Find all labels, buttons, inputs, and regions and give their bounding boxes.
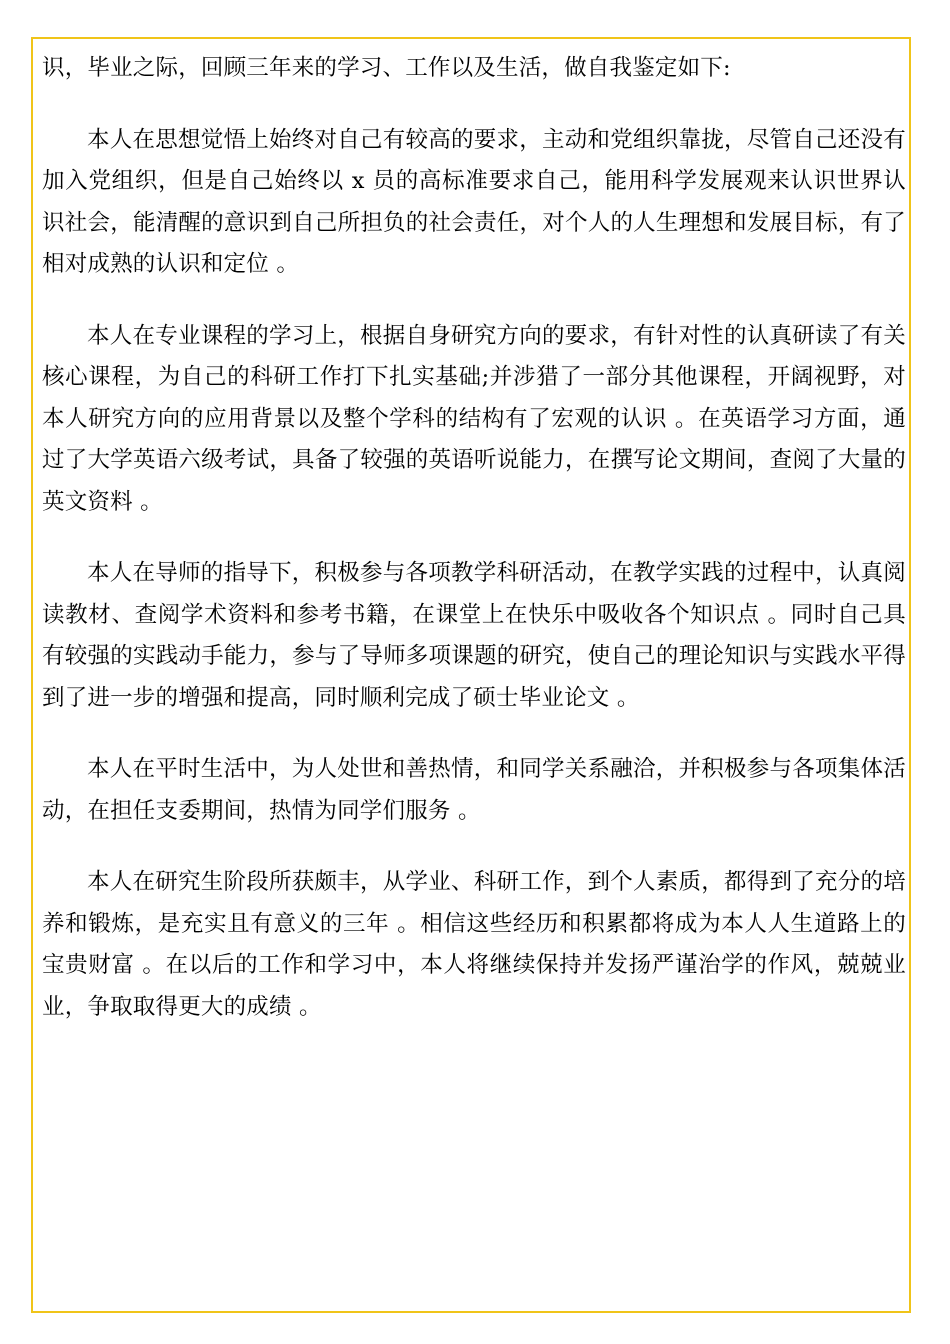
document-body [42, 48, 906, 1028]
paragraph-research: 本人在导师的指导下，积极参与各项教学科研活动，在教学实践的过程中，认真阅读教材、查阅学术资料和参考书籍，在课堂上在快乐中吸收各个知识点 。同时自己具有较强的实践动手能力，参与了导师多项课题的研究，使自己的理论知识与实践水平得到了进一步的增强和提高，同时顺利完成了硕士毕业论文 。 [42, 560, 906, 711]
paragraph-gap [42, 90, 906, 120]
paragraph-coursework: 本人在专业课程的学习上，根据自身研究方向的要求，有针对性的认真研读了有关核心课程，为自己的科研工作打下扎实基础;并涉猎了一部分其他课程，开阔视野，对本人研究方向的应用背景以及整个学科的结构有了宏观的认识 。在英语学习方面，通过了大学英语六级考试，具备了较强的英语听说能力，在撰写论文期间，查阅了大量的英文资料 。 [42, 322, 906, 515]
paragraph-gap [42, 523, 906, 553]
paragraph-intro-continuation: 识，毕业之际，回顾三年来的学习、工作以及生活，做自我鉴定如下: [42, 55, 731, 81]
paragraph-conclusion: 本人在研究生阶段所获颇丰，从学业、科研工作，到个人素质，都得到了充分的培养和锻炼，是充实且有意义的三年 。相信这些经历和积累都将成为本人人生道路上的宝贵财富 。在以后的工作和学习中，本人将继续保持并发扬严谨治学的作风，兢兢业业，争取取得更大的成绩 。 [42, 869, 906, 1020]
paragraph-ideology: 本人在思想觉悟上始终对自己有较高的要求，主动和党组织靠拢，尽管自己还没有加入党组织，但是自己始终以 x 员的高标准要求自己，能用科学发展观来认识世界认识社会，能清醒的意识到自己所担负的社会责任，对个人的人生理想和发展目标，有了相对成熟的认识和定位 。 [42, 126, 906, 277]
paragraph-daily-life: 本人在平时生活中，为人处世和善热情，和同学关系融洽，并积极参与各项集体活动，在担任支委期间，热情为同学们服务 。 [42, 756, 906, 824]
paragraph-gap [42, 286, 906, 316]
paragraph-gap [42, 719, 906, 749]
paragraph-gap [42, 832, 906, 862]
